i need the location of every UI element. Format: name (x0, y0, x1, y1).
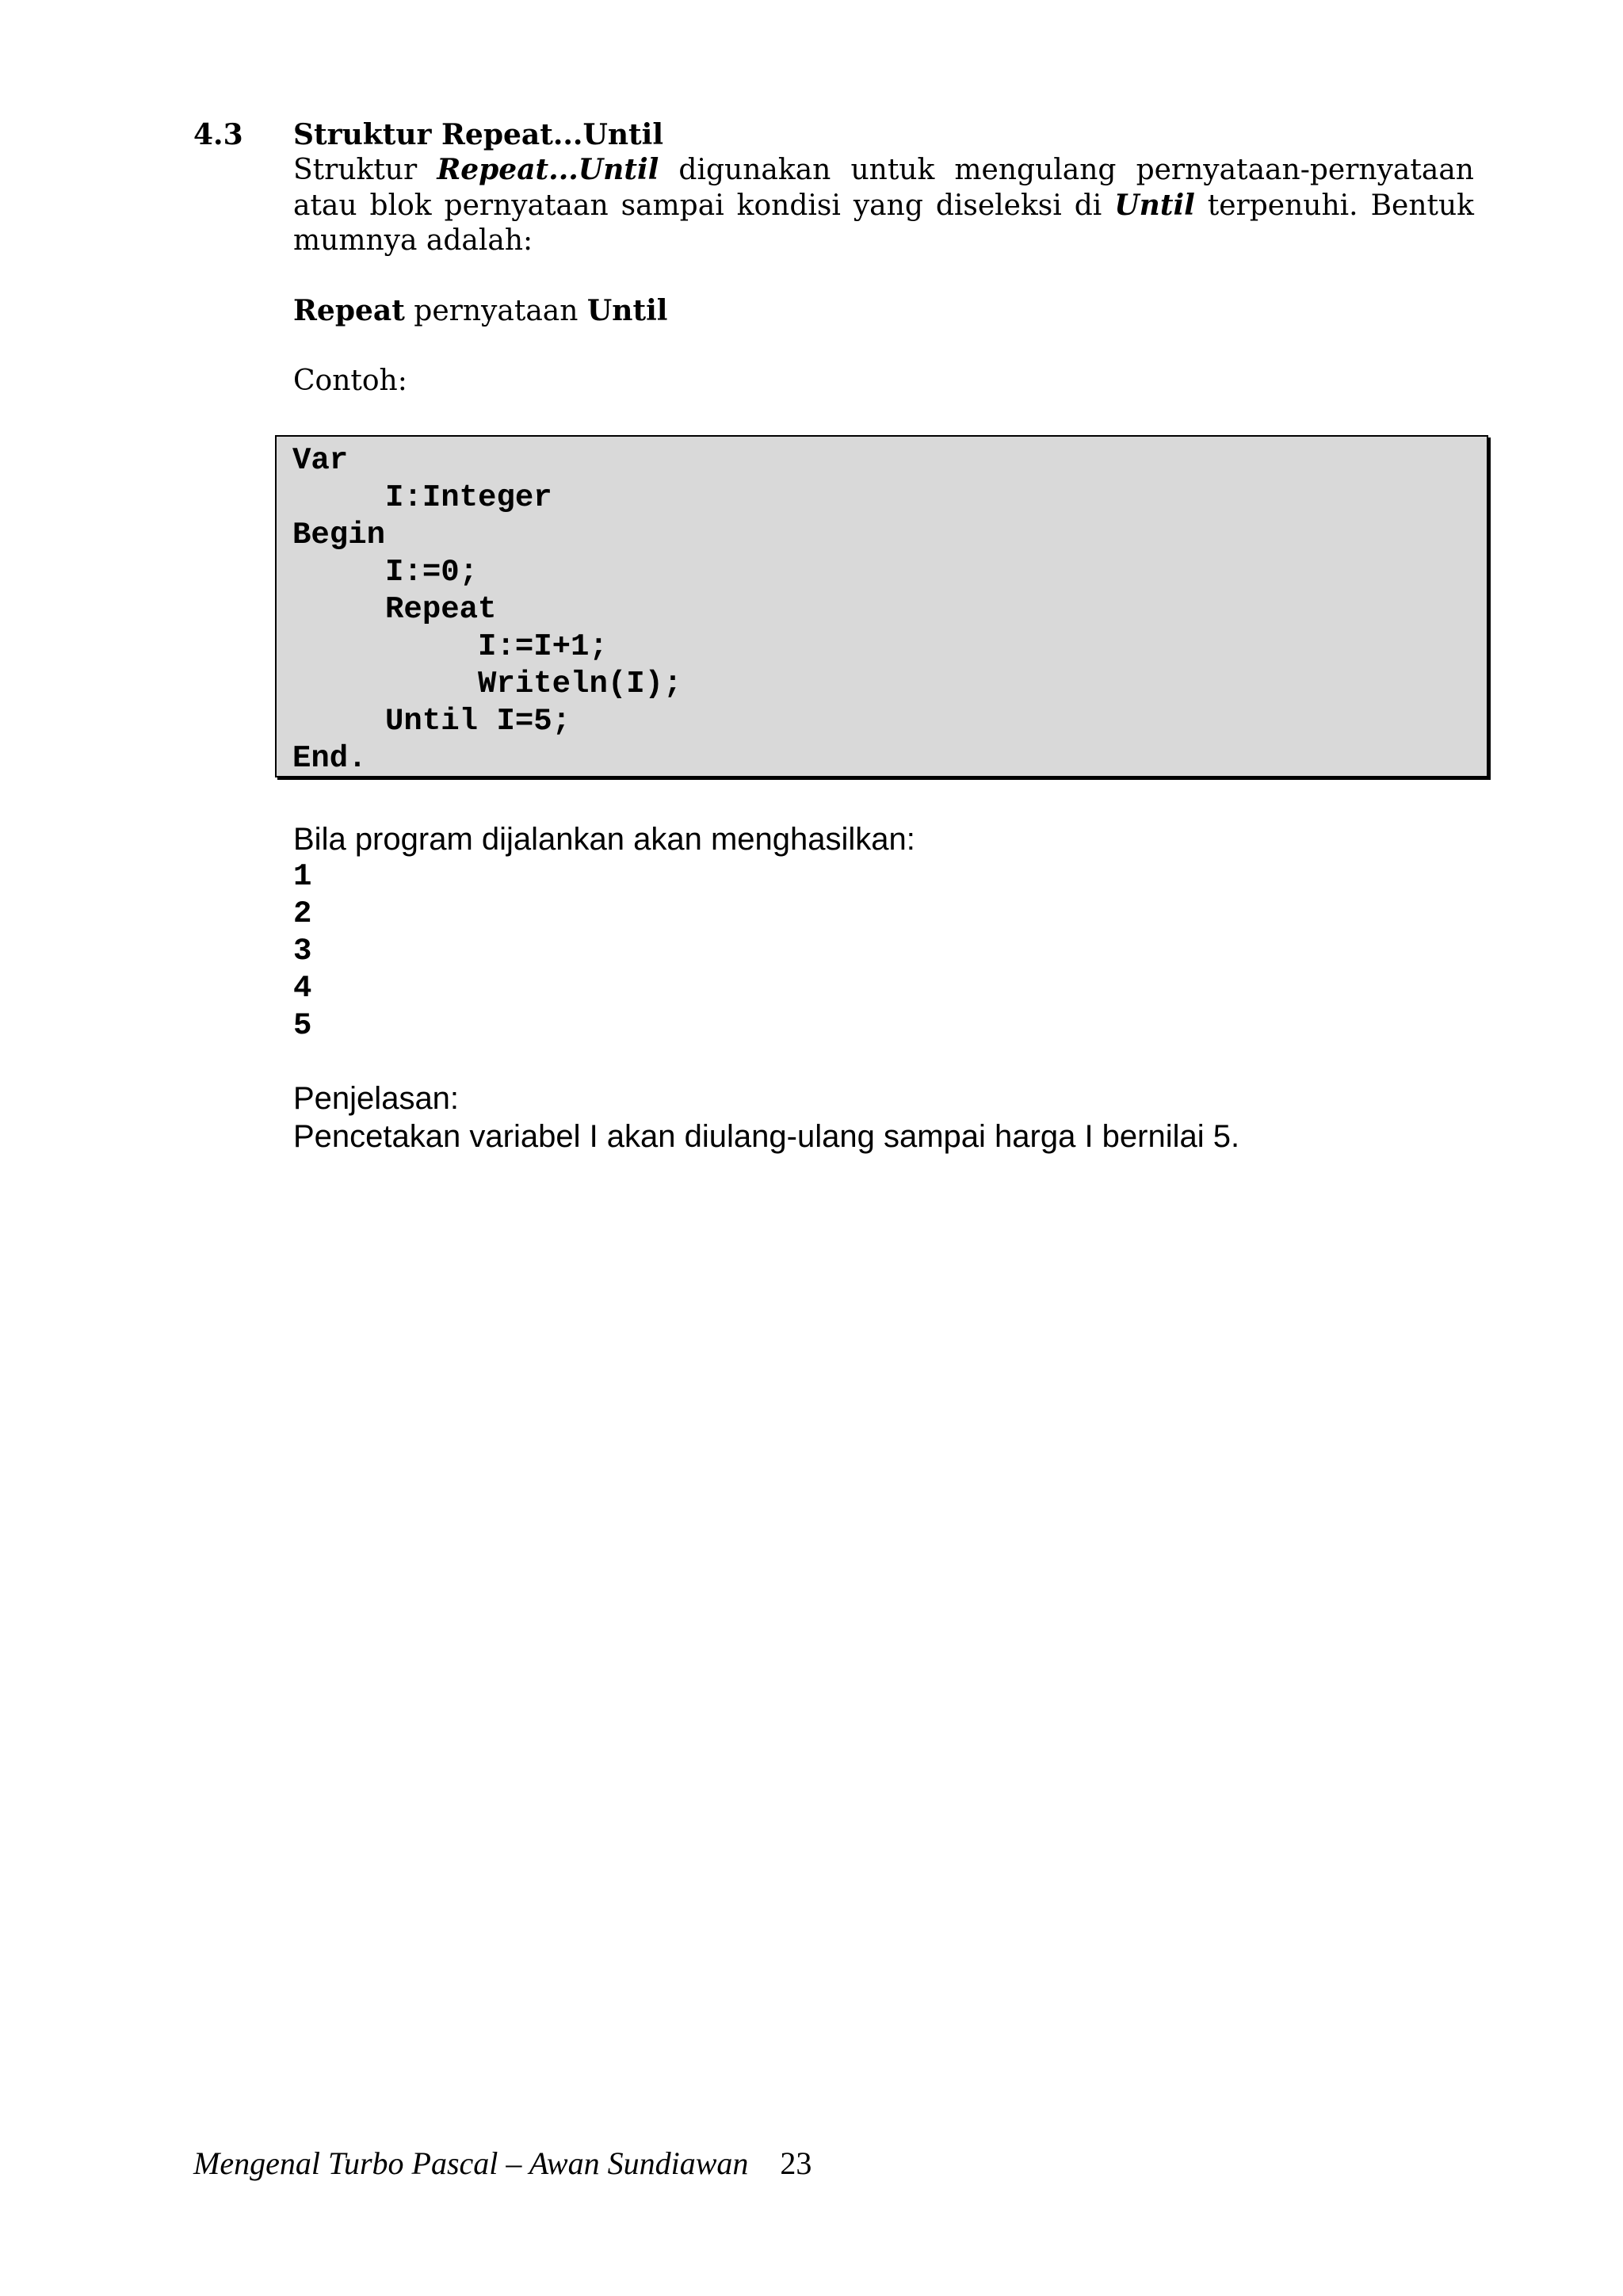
code-line: Var (292, 443, 349, 478)
syntax-keyword-until: Until (586, 294, 668, 327)
output-value: 1 (293, 859, 312, 894)
code-line: I:Integer (292, 480, 552, 515)
section-title: Struktur Repeat...Until (293, 118, 664, 151)
page-footer (193, 2145, 812, 2183)
code-line: End. (292, 741, 367, 776)
syntax-line (293, 293, 1474, 329)
code-line: Begin (292, 518, 386, 552)
section-content (293, 117, 1474, 399)
program-output (293, 820, 915, 1045)
code-line: Until I=5; (292, 704, 571, 739)
explanation-text: Pencetakan variabel I akan diulang-ulang sampai harga I bernilai 5. (293, 1119, 1240, 1154)
section-number: 4.3 (193, 118, 243, 151)
output-value: 2 (293, 896, 312, 931)
output-label: Bila program dijalankan akan menghasilkan: (293, 822, 915, 857)
footer-title: Mengenal Turbo Pascal – Awan Sundiawan (193, 2145, 749, 2181)
code-line: Repeat (292, 592, 497, 627)
output-value: 3 (293, 934, 312, 968)
explanation (293, 1079, 1239, 1156)
intro-keyword-until: Until (1114, 189, 1195, 222)
code-line: I:=I+1; (292, 629, 608, 664)
code-block (275, 435, 1488, 777)
code-line: Writeln(I); (292, 667, 682, 701)
output-value: 5 (293, 1008, 312, 1043)
output-value: 4 (293, 971, 312, 1006)
page-number: 23 (780, 2145, 812, 2181)
intro-text-3: terpenuhi. Bentuk mumnya adalah: (293, 189, 1474, 257)
code-line: I:=0; (292, 555, 479, 590)
syntax-middle: pernyataan (404, 295, 587, 327)
intro-text-1: Struktur (293, 154, 437, 186)
example-label: Contoh: (293, 365, 407, 397)
syntax-keyword-repeat: Repeat (293, 294, 405, 327)
explanation-label: Penjelasan: (293, 1081, 460, 1116)
intro-text-2: digunakan untuk mengulang pernyataan-pernyataan atau blok pernyataan sampai kondisi yang diseleksi di (293, 154, 1474, 222)
intro-keyword-repeat-until: Repeat...Until (437, 153, 659, 186)
intro-paragraph (293, 152, 1474, 258)
